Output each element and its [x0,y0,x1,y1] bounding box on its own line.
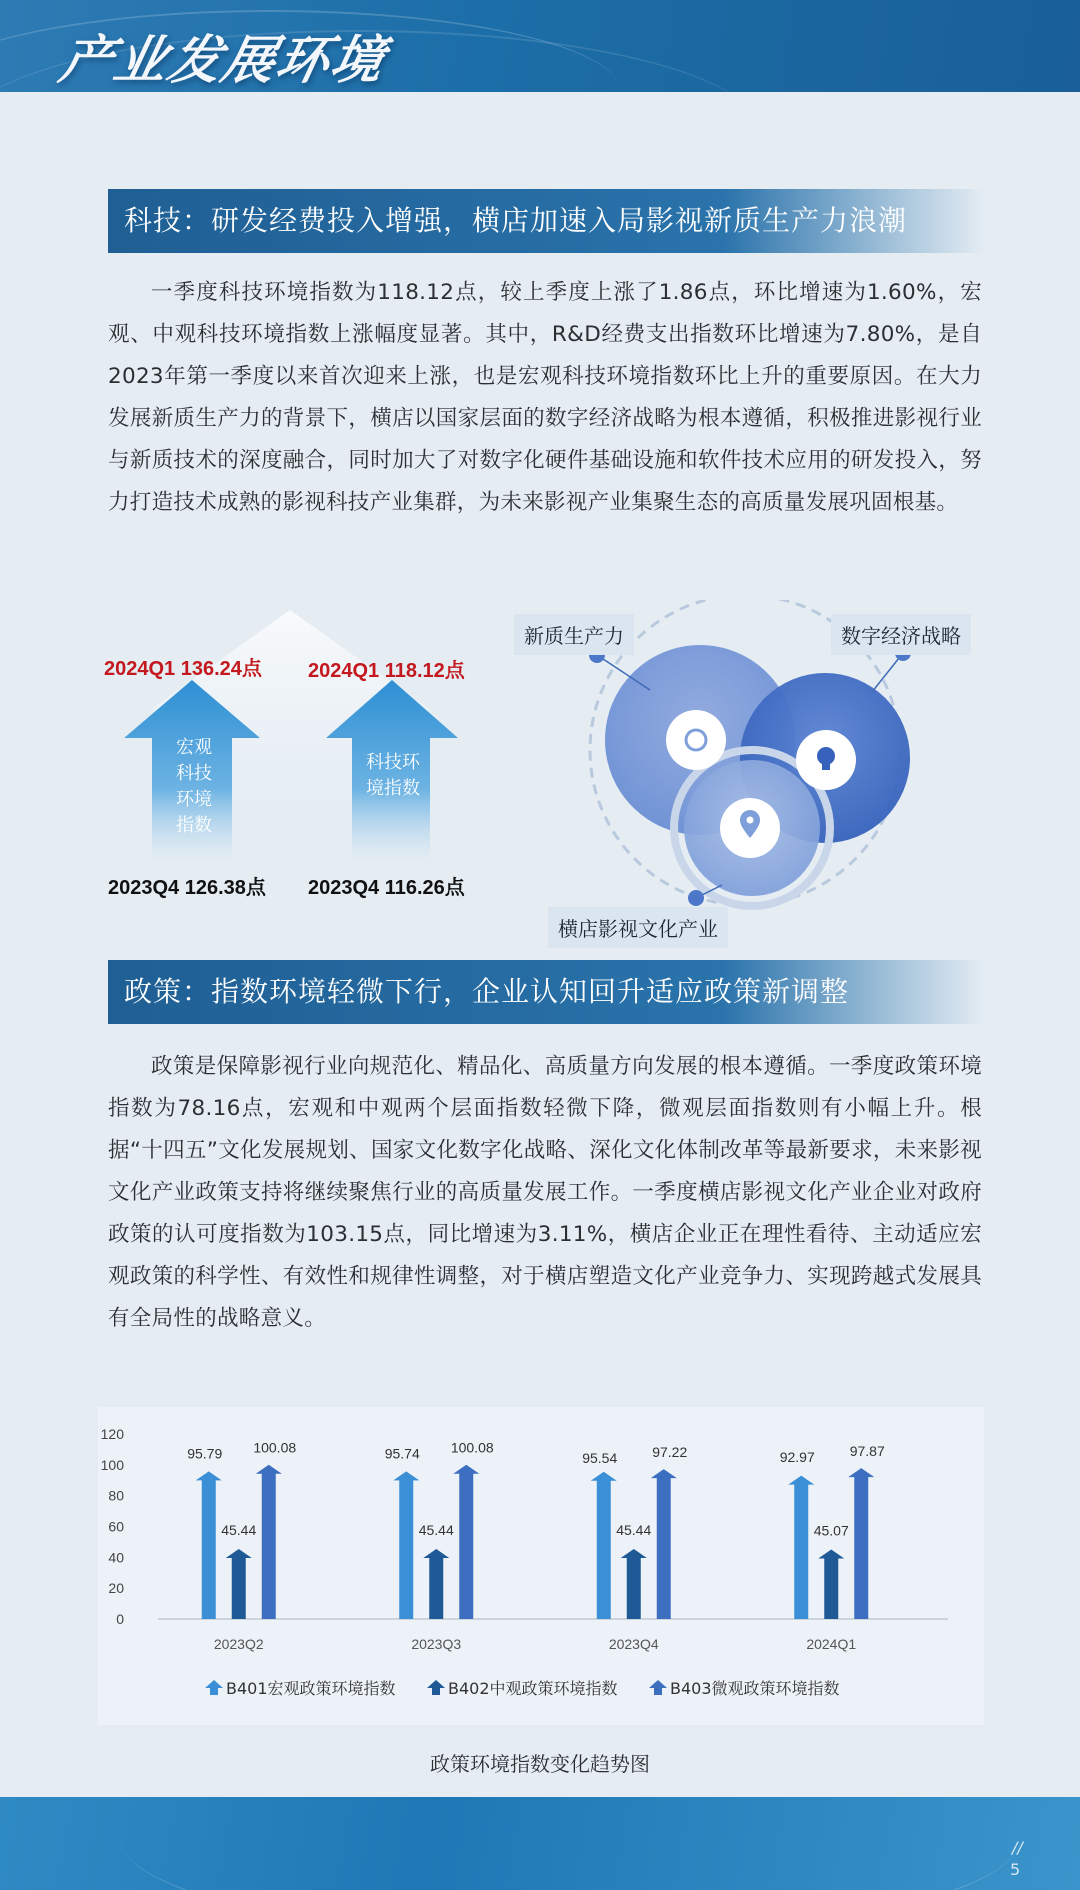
legend-marker [205,1680,223,1695]
data-label: 95.54 [582,1450,618,1467]
legend-marker [427,1680,445,1695]
legend-label: B403微观政策环境指数 [670,1679,840,1698]
legend-label: B402中观政策环境指数 [448,1679,618,1698]
chart-caption: 政策环境指数变化趋势图 [430,1752,650,1776]
macro-current-value: 2024Q1 136.24点 [104,658,262,680]
footer-band [0,1797,1080,1890]
data-label: 100.08 [253,1439,297,1456]
data-label: 45.44 [418,1521,454,1538]
bar-arrow [393,1471,419,1619]
policy-index-chart [98,1407,984,1725]
bar-arrow [256,1465,282,1619]
bar-arrow [621,1549,647,1619]
data-label: 45.07 [813,1522,849,1539]
bar-arrow [788,1476,814,1619]
bar-arrow [651,1469,677,1619]
bar-arrow [591,1472,617,1619]
legend-label: B401宏观政策环境指数 [226,1679,396,1698]
connector-dot [688,890,704,906]
legend-marker [649,1680,667,1695]
y-tick-label: 40 [108,1549,124,1566]
paragraph-tech: 一季度科技环境指数为118.12点，较上季度上涨了1.86点，环比增速为1.60%，宏观、中观科技环境指数上涨幅度显著。其中，R&D经费支出指数环比增速为7.80%，是自2023年第一季度以来首次迎来上涨，也是宏观科技环境指数环比上升的重要原因。在大力发展新质生产力的背景下，横店以国家层面的数字经济战略为根本遵循，积极推进影视行业与新质技术的深度融合，同时加大了对数字化硬件基础设施和软件技术应用的研发投入，努力打造技术成熟的影视科技产业集群，为未来影视产业集聚生态的高质量发展巩固根基。 [108,280,982,515]
page-number: 5 [1010,1860,1021,1879]
data-label: 92.97 [779,1449,815,1466]
y-tick-label: 100 [100,1456,124,1473]
data-label: 95.79 [187,1445,223,1462]
bar-arrow [818,1550,844,1619]
y-tick-label: 20 [108,1580,124,1597]
macro-arrow-label: 宏观 科技 环境 指数 [176,737,212,836]
section-heading-tech: 科技：研发经费投入增强，横店加速入局影视新质生产力浪潮 [108,189,986,253]
y-tick-label: 0 [116,1611,124,1627]
tech-arrow-label: 科技环 境指数 [366,752,420,799]
page-marker: // [1012,1838,1023,1857]
macro-previous-value: 2023Q4 126.38点 [108,877,266,899]
bar-arrow [453,1465,479,1619]
data-label: 45.44 [221,1521,257,1538]
x-tick-label: 2023Q3 [411,1636,462,1652]
x-tick-label: 2023Q4 [608,1636,659,1652]
y-tick-label: 80 [108,1487,124,1504]
bulb-icon [817,747,835,765]
bar-arrow [423,1549,449,1619]
y-tick-label: 120 [100,1426,124,1442]
data-label: 97.22 [652,1444,688,1461]
bar-arrow [848,1468,874,1619]
tag-hengdian-industry: 横店影视文化产业 [548,907,728,948]
tech-current-value: 2024Q1 118.12点 [308,660,465,682]
tech-previous-value: 2023Q4 116.26点 [308,877,465,899]
y-tick-label: 60 [108,1518,124,1535]
bar-arrow [196,1471,222,1619]
bar-arrow [226,1549,252,1619]
data-label: 95.74 [384,1445,420,1462]
page-title: 产业发展环境 [54,30,392,91]
section-heading-policy: 政策：指数环境轻微下行，企业认知回升适应政策新调整 [108,960,986,1024]
data-label: 100.08 [450,1439,494,1456]
x-tick-label: 2023Q2 [213,1636,264,1652]
x-tick-label: 2024Q1 [806,1636,857,1652]
tag-digital-economy: 数字经济战略 [831,614,971,655]
data-label: 97.87 [849,1443,885,1460]
paragraph-policy: 政策是保障影视行业向规范化、精品化、高质量方向发展的根本遵循。一季度政策环境指数为78.16点，宏观和中观两个层面指数轻微下降，微观层面指数则有小幅上升。根据“十四五”文化发展规划、国家文化数字化战略、深化文化体制改革等最新要求，未来影视文化产业政策支持将继续聚焦行业的高质量发展工作。一季度横店影视文化产业企业对政府政策的认可度指数为103.15点，同比增速为3.11%，横店企业正在理性看待、主动适应宏观政策的科学性、有效性和规律性调整，对于横店塑造文化产业竞争力、实现跨越式发展具有全局性的战略意义。 [108,1054,982,1331]
tag-new-productivity: 新质生产力 [514,614,634,655]
data-label: 45.44 [616,1521,652,1538]
